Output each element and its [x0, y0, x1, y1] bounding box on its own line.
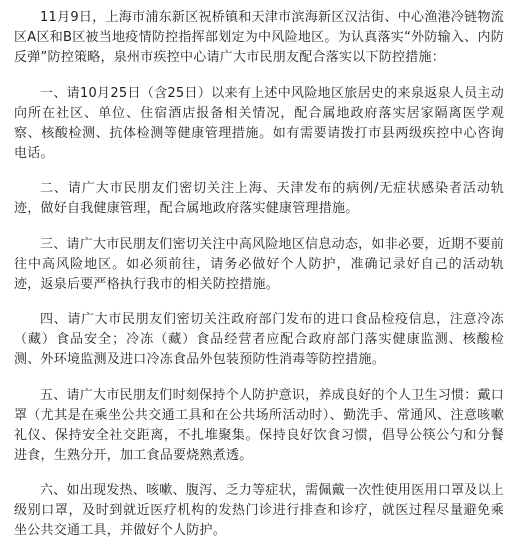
paragraph-intro: 11月9日，上海市浦东新区祝桥镇和天津市滨海新区汉沽街、中心渔港冷链物流区A区和B区被当地疫情防控指挥部划定为中风险地区。为认真落实“外防输入、内防反弹”防控策略，泉州市疾控中心请广大市民朋友配合落实以下防控措施： — [14, 10, 504, 65]
paragraph-item-1-reporting: 一、请10月25日（含25日）以来有上述中风险地区旅居史的来泉返泉人员主动向所在社区、单位、住宿酒店报备相关情况，配合属地政府落实居家隔离医学观察、核酸检测、抗体检测等健康管理措施。如有需要请拨打市县两级疾控中心咨询电话。 — [14, 85, 504, 161]
paragraph-item-3-travel: 三、请广大市民朋友们密切关注中高风险地区信息动态，如非必要，近期不要前往中高风险地区。如必须前往，请务必做好个人防护，准确记录好自己的活动轨迹，返泉后要严格执行我市的相关防控措施。 — [14, 236, 504, 292]
paragraph-item-6-symptoms: 六、如出现发热、咳嗽、腹泻、乏力等症状，需佩戴一次性使用医用口罩及以上级别口罩，及时到就近医疗机构的发热门诊进行排查和诊疗，就医过程尽量避免乘坐公共交通工具，并做好个人防护。 — [14, 483, 504, 538]
paragraph-item-5-hygiene: 五、请广大市民朋友们时刻保持个人防护意识，养成良好的个人卫生习惯：戴口罩（尤其是在乘坐公共交通工具和在公共场所活动时）、勤洗手、常通风、注意咳嗽礼仪、保持安全社交距离，不扎堆聚集。保持良好饮食习惯，倡导公筷公勺和分餐进食，生熟分开，加工食品要烧熟煮透。 — [14, 387, 504, 463]
paragraph-item-2-tracking: 二、请广大市民朋友们密切关注上海、天津发布的病例/无症状感染者活动轨迹，做好自我健康管理，配合属地政府落实健康管理措施。 — [14, 181, 504, 216]
paragraph-item-4-cold-chain: 四、请广大市民朋友们密切关注政府部门发布的进口食品检疫信息，注意冷冻（藏）食品安全；冷冻（藏）食品经营者应配合政府部门落实健康监测、核酸检测、外环境监测及进口冷冻食品外包装预防性消毒等防控措施。 — [14, 312, 504, 367]
